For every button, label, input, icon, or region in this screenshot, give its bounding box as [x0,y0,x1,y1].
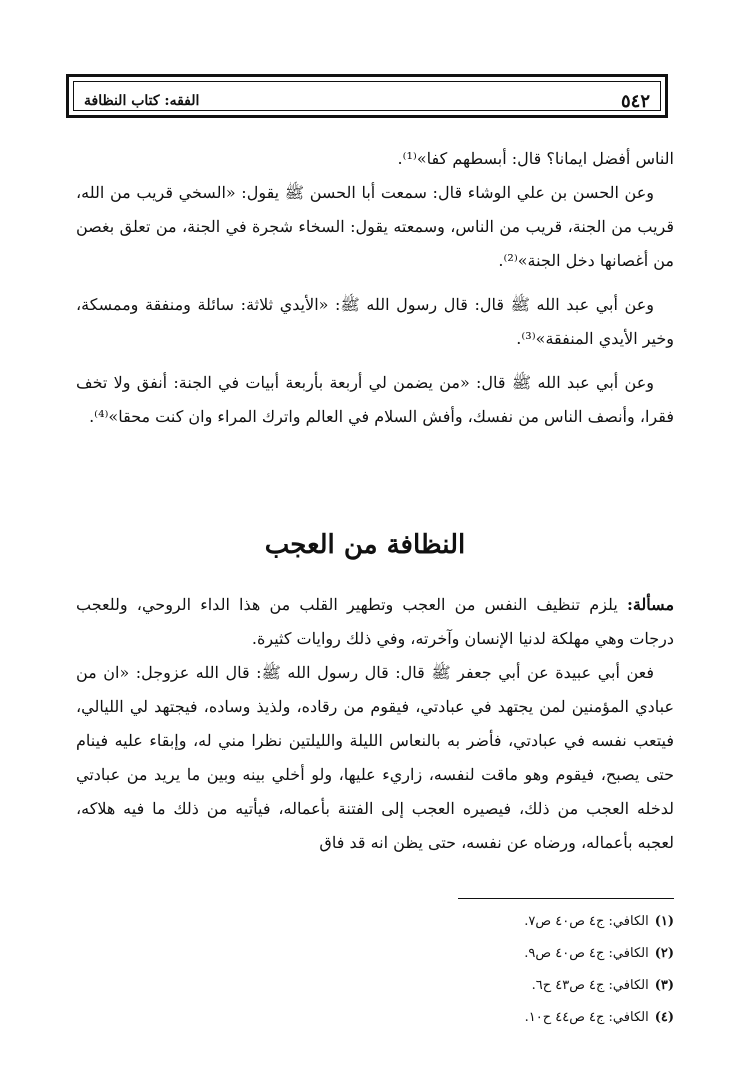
page-number: ٥٤٢ [620,91,650,112]
footnote-item [274,1002,674,1034]
footnote-item [274,938,674,970]
running-header-inner-border [73,81,661,111]
body-text-bottom [76,588,674,860]
issue-text: يلزم تنظيف النفس من العجب وتطهير القلب من هذا الداء الروحي، وللعجب درجات وهي مهلكة لدنيا الإنسان وآخرته، وفي ذلك روايات كثيرة. [76,595,674,648]
footnote-text: الكافي: ج٤ ص٤٠ ص٧. [524,914,649,929]
footnote-item [274,970,674,1002]
footnote-text: الكافي: ج٤ ص٤٣ ح٦. [531,978,649,993]
paragraph-3: وعن أبي عبد الله ﷺ قال: قال رسول الله ﷺ: «الأيدي ثلاثة: سائلة ومنفقة وممسكة، وخير الأيدي المنفقة»⁽³⁾. [76,295,674,348]
running-header [66,74,668,118]
footnote-number: (١) [654,914,674,929]
issue-term: مسألة: [626,595,675,614]
section-title: النظافة من العجب [264,530,466,560]
body-text-top [76,142,674,434]
hadith-paragraph: فعن أبي عبيدة عن أبي جعفر ﷺ قال: قال رسول الله ﷺ: قال الله عزوجل: «ان من عبادي المؤمنين لمن يجتهد في عبادتي، فيقوم من رقاده، ولذيذ وساده، فيجتهد لي الليالي، فيتعب نفسه في عبادتي، فأضر به بالنعاس الليلة والليلتين نظرا مني له، وإبقاء عليه فينام حتى يصبح، فيقوم وهو ماقت لنفسه، زاريء عليها، ولو أخلي بينه وبين ما يريد من عبادتي لدخله العجب من ذلك، فيصيره العجب إلى الفتنة بأعماله، فيأتيه من ذلك ما فيه هلاكه، لعجبه بأعماله، ورضاه عن نفسه، حتى يظن انه قد فاق [76,663,675,852]
paragraph-2: وعن الحسن بن علي الوشاء قال: سمعت أبا الحسن ﷺ يقول: «السخي قريب من الله، قريب من الجنة، قريب من الناس، وسمعته يقول: السخاء شجرة في الجنة، من تعلق بغصن من أغصانها دخل الجنة»⁽²⁾. [76,183,674,270]
footnote-separator [458,898,674,899]
footnote-text: الكافي: ج٤ ص٤٤ ح١٠. [524,1010,649,1025]
issue-paragraph [76,588,674,656]
footnote-text: الكافي: ج٤ ص٤٠ ص٩. [524,946,649,961]
paragraph-1: الناس أفضل ايمانا؟ قال: أبسطهم كفا»⁽¹⁾. [397,149,674,168]
footnote-number: (٢) [654,946,674,961]
footnote-item [274,906,674,938]
footnote-number: (٤) [654,1010,674,1025]
footnote-number: (٣) [654,978,674,993]
paragraph-4: وعن أبي عبد الله ﷺ قال: «من يضمن لي أربعة بأربعة أبيات في الجنة: أنفق ولا تخف فقرا، وأنصف الناس من نفسك، وأفش السلام في العالم واترك المراء وان كنت محقا»⁽⁴⁾. [76,373,674,426]
running-title: الفقه: كتاب النظافة [84,93,200,109]
footnotes [274,906,674,1034]
